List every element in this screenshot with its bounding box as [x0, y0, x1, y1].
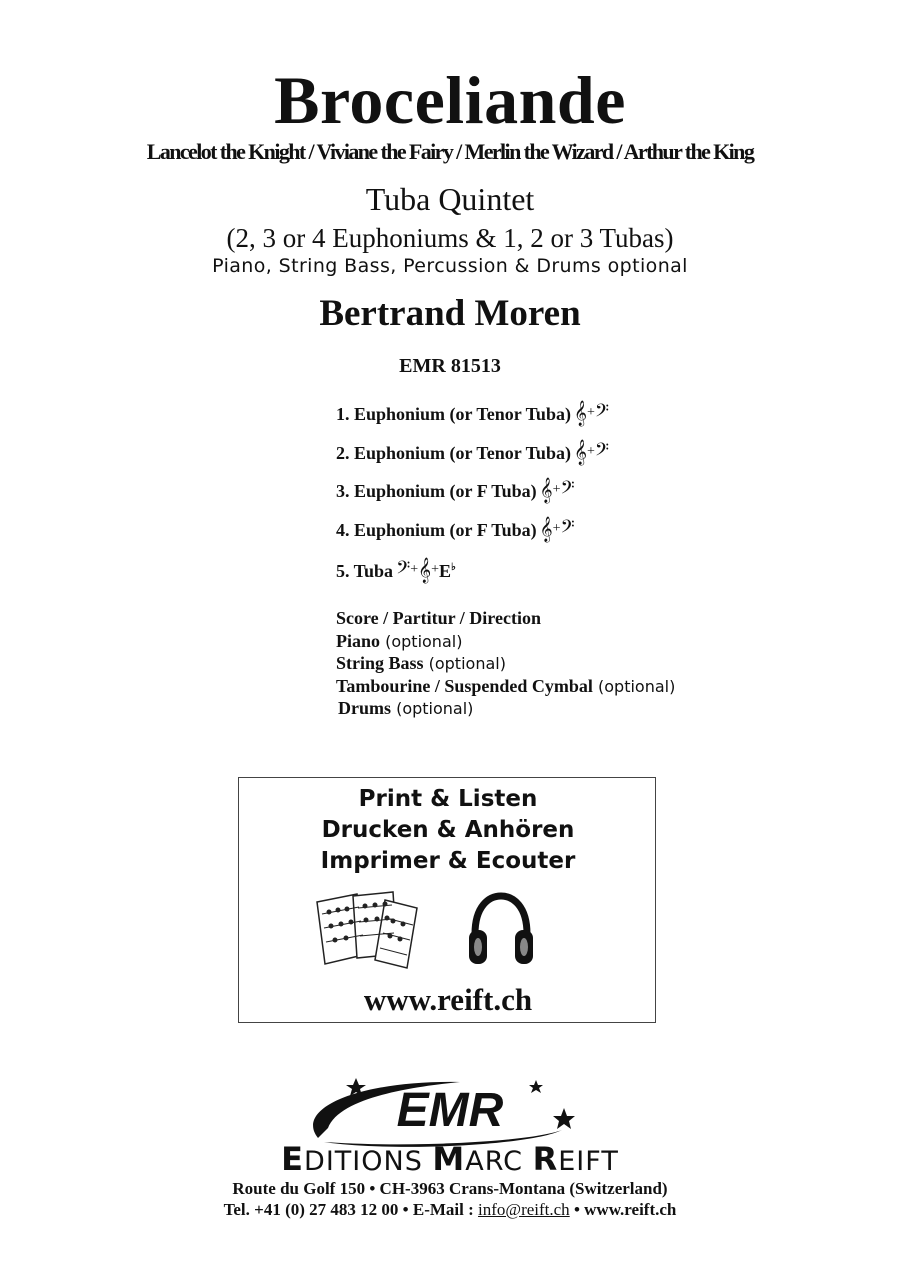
- promo-line-fr: Imprimer & Ecouter: [320, 848, 576, 874]
- optional-instruments-label: Piano, String Bass, Percussion & Drums optional: [212, 255, 688, 277]
- bass-clef-icon: 𝄢: [594, 439, 610, 464]
- treble-clef-icon: 𝄞: [418, 557, 432, 582]
- bass-clef-icon: 𝄢: [594, 400, 610, 425]
- sheet-music-icon: [313, 888, 425, 970]
- website-link[interactable]: • www.reift.ch: [569, 1200, 677, 1219]
- bass-clef-icon: 𝄢: [396, 557, 411, 582]
- part-label: 4. Euphonium (or F Tuba): [336, 520, 537, 540]
- email-link[interactable]: info@reift.ch: [478, 1200, 570, 1219]
- clef-icons: 𝄞+𝄢: [573, 400, 610, 425]
- part-label: 5. Tuba: [336, 561, 394, 581]
- e-flat-label: E♭: [439, 561, 456, 581]
- promo-line-de: Drucken & Anhören: [321, 817, 575, 843]
- headphones-icon: [467, 890, 535, 968]
- part-item: [336, 516, 575, 543]
- part-label: 1. Euphonium (or Tenor Tuba): [336, 404, 571, 424]
- svg-text:EMR: EMR: [396, 1084, 504, 1137]
- treble-clef-icon: 𝄞: [539, 477, 553, 502]
- score-title: Broceliande: [274, 62, 626, 138]
- publisher-contact: Tel. +41 (0) 27 483 12 00 • E-Mail : info@reift.ch • www.reift.ch: [223, 1200, 677, 1219]
- treble-clef-icon: 𝄞: [539, 516, 553, 541]
- part-item: [336, 555, 456, 584]
- bass-clef-icon: 𝄢: [560, 477, 575, 502]
- print-listen-box: [238, 777, 656, 1023]
- instrumentation-label: (2, 3 or 4 Euphoniums & 1, 2 or 3 Tubas): [226, 223, 674, 253]
- extra-item: Tambourine / Suspended Cymbal (optional): [336, 676, 676, 696]
- promo-line-en: Print & Listen: [358, 786, 538, 812]
- extra-item: Piano (optional): [336, 631, 463, 651]
- publisher-name: EDITIONS MARC REIFT: [281, 1140, 619, 1178]
- catalog-number: EMR 81513: [399, 355, 501, 377]
- promo-url[interactable]: www.reift.ch: [363, 982, 533, 1017]
- treble-clef-icon: 𝄞: [573, 439, 587, 464]
- bass-clef-icon: 𝄢: [560, 516, 575, 541]
- part-item: [336, 439, 609, 466]
- movements-subtitle: Lancelot the Knight / Viviane the Fairy / Merlin the Wizard / Arthur the King: [146, 139, 754, 164]
- clef-icons: 𝄢+𝄞+E♭: [396, 557, 456, 582]
- part-item: [336, 400, 609, 427]
- treble-clef-icon: 𝄞: [573, 400, 587, 425]
- clef-icons: 𝄞+𝄢: [539, 516, 575, 541]
- clef-icons: 𝄞+𝄢: [573, 439, 610, 464]
- part-item: [336, 477, 575, 504]
- composer-name: Bertrand Moren: [319, 293, 581, 334]
- part-label: 2. Euphonium (or Tenor Tuba): [336, 443, 571, 463]
- part-label: 3. Euphonium (or F Tuba): [336, 481, 537, 501]
- publisher-address: Route du Golf 150 • CH-3963 Crans-Montana (Switzerland): [232, 1179, 668, 1198]
- extra-item: Score / Partitur / Direction: [336, 608, 541, 628]
- extra-item: Drums (optional): [338, 698, 474, 718]
- extra-item: String Bass (optional): [336, 653, 506, 673]
- ensemble-label: Tuba Quintet: [365, 181, 535, 217]
- clef-icons: 𝄞+𝄢: [539, 477, 575, 502]
